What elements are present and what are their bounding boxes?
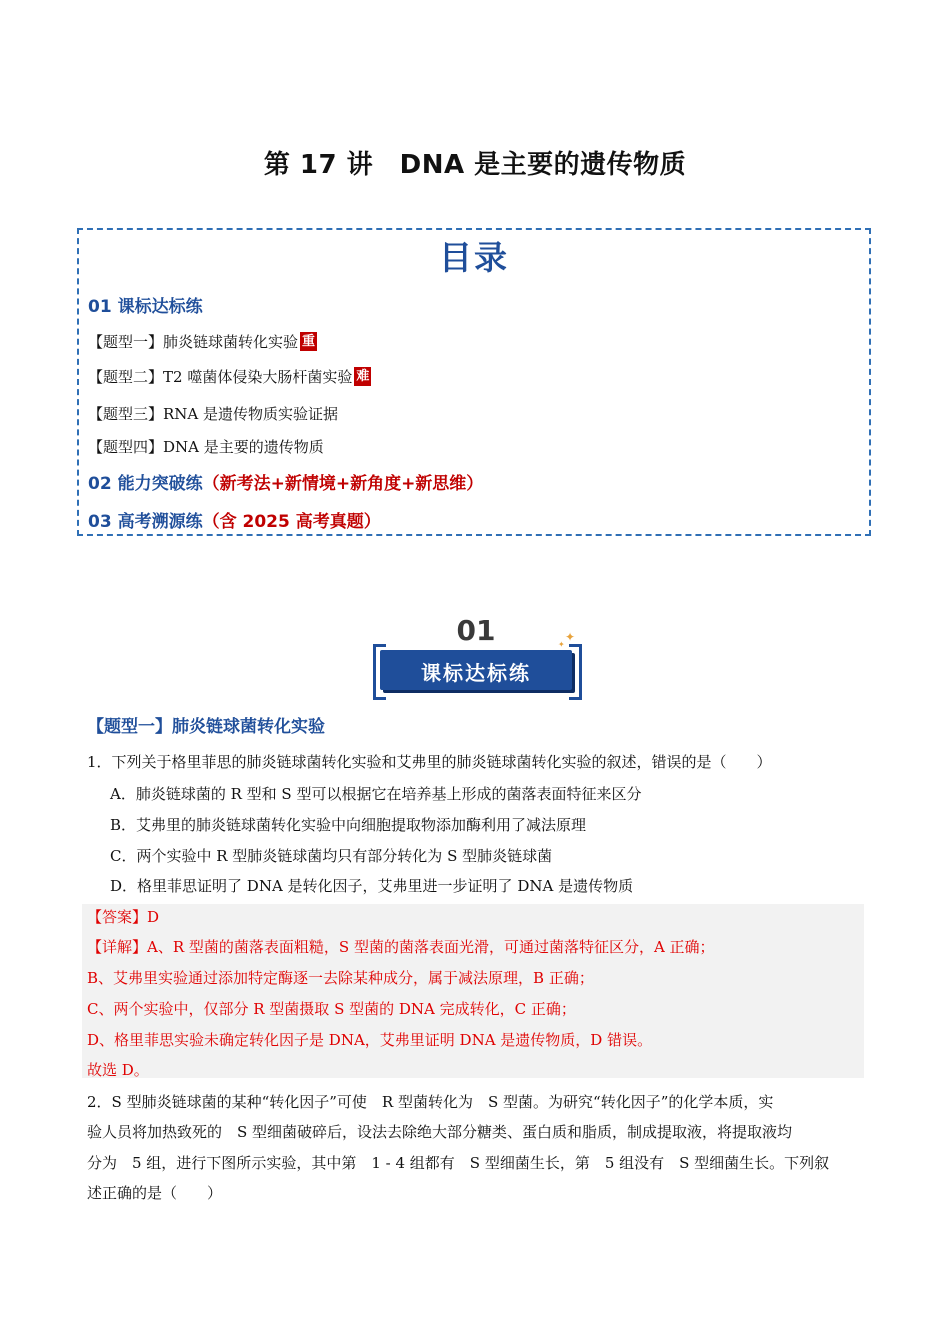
toc-section-2[interactable]	[88, 469, 483, 494]
toc-section-2-main: 02 能力突破练	[88, 474, 203, 494]
question-2-line: 2．S 型肺炎链球菌的某种“转化因子”可使 R 型菌转化为 S 型菌。为研究“转化因子”的化学本质，实	[87, 1093, 774, 1111]
toc-item-label: 【题型二】T2 噬菌体侵染大肠杆菌实验	[88, 368, 353, 386]
sparkle-icon: ✦	[565, 630, 576, 644]
question-1-option-b: B．艾弗里的肺炎链球菌转化实验中向细胞提取物添加酶利用了减法原理	[110, 816, 587, 834]
table-of-contents	[77, 228, 871, 536]
toc-heading: 目录	[439, 238, 509, 277]
toc-section-1[interactable]: 01 课标达标练	[88, 297, 203, 317]
banner-number: 01	[456, 614, 496, 647]
question-1-option-a: A．肺炎链球菌的 R 型和 S 型可以根据它在培养基上形成的菌落表面特征来区分	[110, 785, 642, 803]
toc-item-label: 【题型一】肺炎链球菌转化实验	[88, 333, 299, 351]
explanation-line: 故选 D。	[87, 1061, 149, 1079]
explanation-line: C、两个实验中，仅部分 R 型菌摄取 S 型菌的 DNA 完成转化，C 正确；	[87, 1000, 576, 1018]
section-banner	[370, 614, 582, 694]
question-1-option-c: C．两个实验中 R 型肺炎链球菌均只有部分转化为 S 型肺炎链球菌	[110, 847, 553, 865]
explanation-line: B、艾弗里实验通过添加特定酶逐一去除某种成分，属于减法原理，B 正确；	[87, 969, 594, 987]
toc-item-type2[interactable]	[88, 366, 371, 387]
answer-text: 【答案】D	[87, 908, 160, 926]
toc-item-type3[interactable]	[88, 403, 338, 424]
toc-item-label: 【题型三】RNA 是遗传物质实验证据	[88, 405, 339, 423]
toc-section-3-extra: （含 2025 高考真题）	[202, 512, 381, 532]
explanation-line: 【详解】A、R 型菌的菌落表面粗糙，S 型菌的菌落表面光滑，可通过菌落特征区分，A 正确；	[87, 938, 715, 956]
toc-item-type1[interactable]	[88, 331, 317, 352]
important-badge: 重	[302, 334, 316, 349]
toc-section-3-main: 03 高考溯源练	[88, 512, 203, 532]
answer-box	[82, 904, 864, 1078]
question-2-line: 分为 5 组，进行下图所示实验，其中第 1 - 4 组都有 S 型细菌生长，第 5 组没有 S 型细菌生长。下列叙	[87, 1154, 830, 1172]
question-2-line: 述正确的是（ ）	[87, 1184, 223, 1202]
question-1-stem: 1．下列关于格里菲思的肺炎链球菌转化实验和艾弗里的肺炎链球菌转化实验的叙述，错误的是（ ）	[87, 753, 772, 771]
toc-item-type4[interactable]	[88, 436, 324, 457]
banner-label: 课标达标练	[421, 661, 531, 685]
difficult-badge: 难	[356, 369, 370, 384]
question-1-option-d: D．格里菲思证明了 DNA 是转化因子，艾弗里进一步证明了 DNA 是遗传物质	[110, 877, 634, 895]
question-2-line: 验人员将加热致死的 S 型细菌破碎后，设法去除绝大部分糖类、蛋白质和脂质，制成提取液，将提取液均	[87, 1123, 793, 1141]
toc-item-label: 【题型四】DNA 是主要的遗传物质	[88, 438, 324, 456]
sparkle-small-icon: ✦	[558, 640, 565, 649]
explanation-line: D、格里菲思实验未确定转化因子是 DNA，艾弗里证明 DNA 是遗传物质，D 错误。	[87, 1031, 653, 1049]
toc-section-3[interactable]	[88, 507, 381, 532]
page-title: 第 17 讲 DNA 是主要的遗传物质	[263, 150, 687, 180]
type1-heading: 【题型一】肺炎链球菌转化实验	[87, 717, 325, 737]
toc-section-2-extra: （新考法+新情境+新角度+新思维）	[202, 474, 484, 494]
